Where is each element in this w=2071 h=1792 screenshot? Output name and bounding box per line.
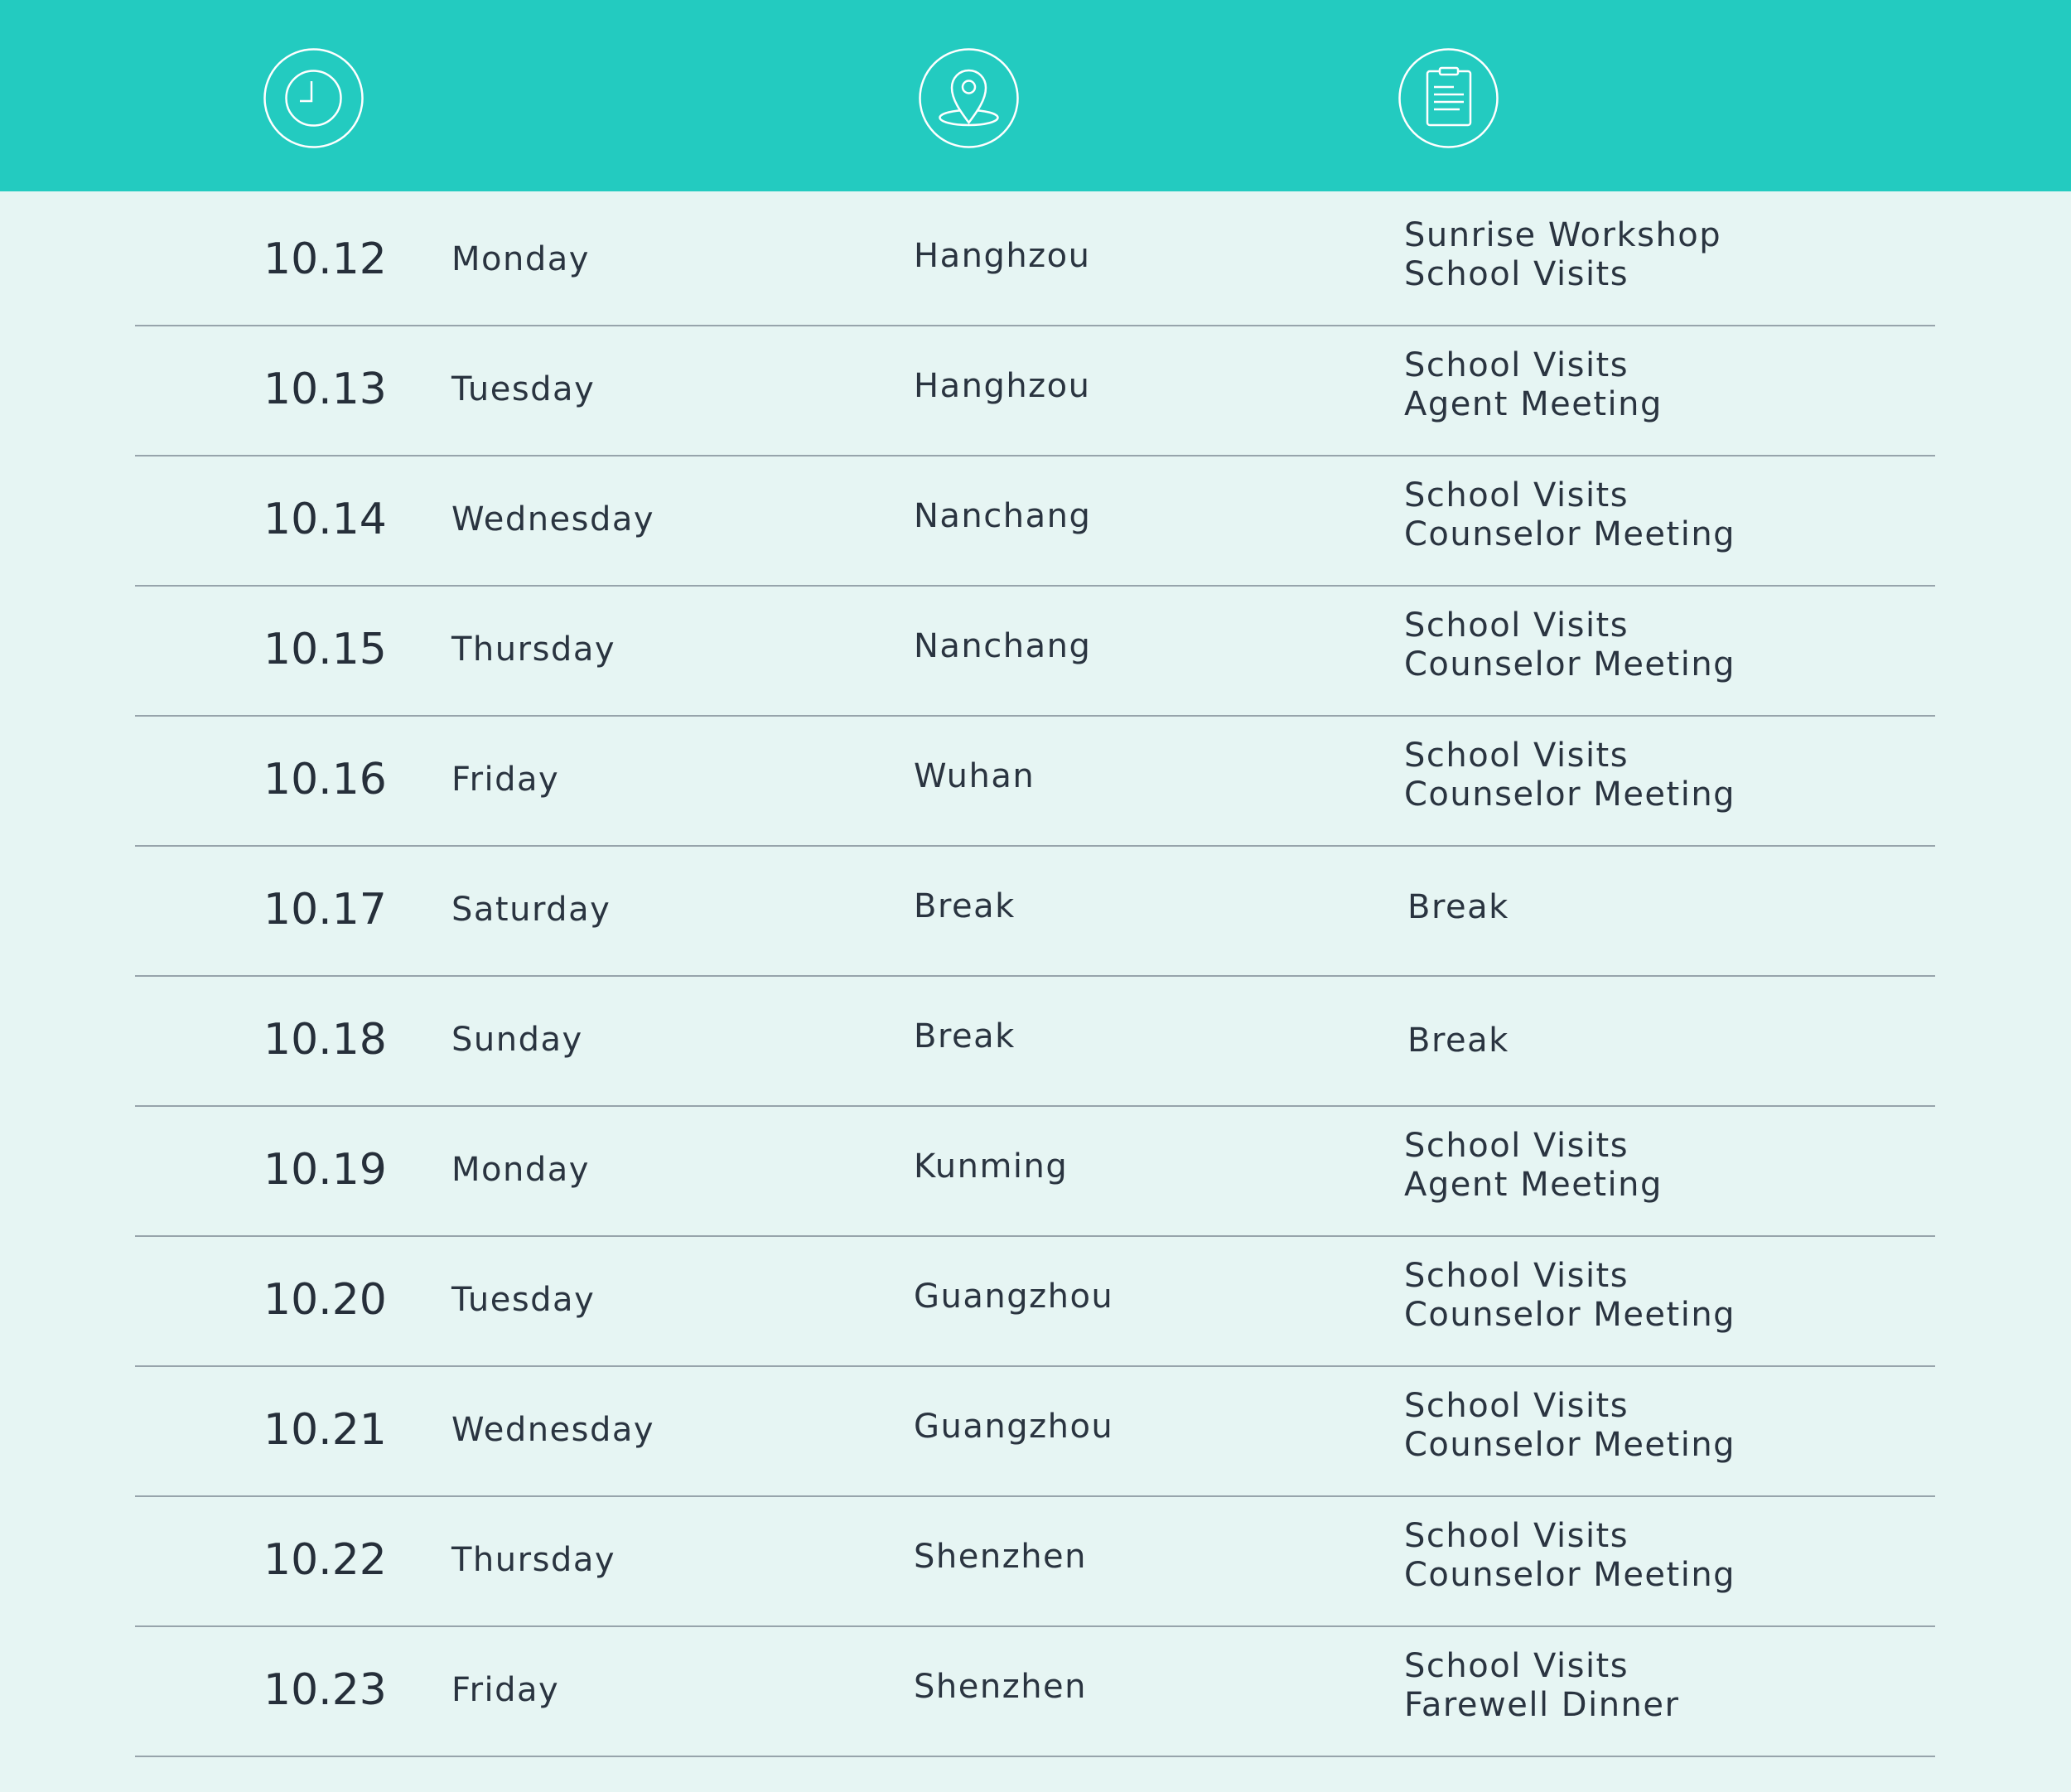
day-cell: Thursday	[451, 630, 616, 669]
activity-cell	[1404, 737, 1735, 814]
city-cell: Nanchang	[914, 627, 1092, 665]
date-cell: 10.14	[263, 495, 387, 544]
activity-line: Agent Meeting	[1404, 1166, 1663, 1204]
activity-line: Counselor Meeting	[1404, 775, 1736, 814]
date-cell: 10.21	[263, 1405, 387, 1455]
activity-line: School Visits	[1404, 476, 1629, 514]
activity-cell	[1407, 1022, 1509, 1060]
day-cell: Monday	[451, 1151, 590, 1189]
activity-line: School Visits	[1404, 1387, 1629, 1425]
table-row	[135, 1367, 1935, 1497]
activity-line: School Visits	[1404, 1257, 1629, 1295]
table-row	[135, 847, 1935, 977]
date-cell: 10.13	[263, 365, 387, 414]
day-cell: Thursday	[451, 1541, 616, 1579]
day-cell: Monday	[451, 240, 590, 278]
activity-cell	[1404, 1257, 1735, 1335]
city-cell: Hanghzou	[914, 367, 1091, 405]
clock-icon	[263, 48, 364, 148]
table-row	[135, 1237, 1935, 1367]
table-row	[135, 587, 1935, 717]
city-cell: Guangzhou	[914, 1408, 1114, 1446]
activity-cell	[1404, 606, 1735, 684]
date-cell: 10.12	[263, 234, 387, 284]
activity-cell	[1404, 216, 1721, 294]
activity-cell	[1404, 476, 1735, 554]
date-cell: 10.20	[263, 1275, 387, 1325]
date-cell: 10.15	[263, 625, 387, 674]
activity-line: Break	[1407, 1022, 1509, 1060]
activity-cell	[1404, 1517, 1735, 1595]
activity-line: School Visits	[1404, 737, 1629, 775]
date-cell: 10.18	[263, 1015, 387, 1065]
day-cell: Tuesday	[451, 1281, 596, 1319]
activity-line: Counselor Meeting	[1404, 1296, 1736, 1334]
city-cell: Shenzhen	[914, 1668, 1088, 1706]
table-header	[0, 0, 2071, 191]
activity-line: Farewell Dinner	[1404, 1686, 1680, 1724]
city-cell: Hanghzou	[914, 237, 1091, 275]
activity-line: Counselor Meeting	[1404, 645, 1736, 683]
city-cell: Guangzhou	[914, 1278, 1114, 1316]
clipboard-icon	[1398, 48, 1499, 148]
table-row	[135, 196, 1935, 326]
activity-line: Counselor Meeting	[1404, 1426, 1736, 1464]
city-cell: Shenzhen	[914, 1538, 1088, 1576]
city-cell: Nanchang	[914, 497, 1092, 535]
activity-cell	[1404, 346, 1663, 424]
activity-cell	[1407, 888, 1509, 927]
day-cell: Friday	[451, 1671, 560, 1709]
table-row	[135, 456, 1935, 587]
table-row	[135, 977, 1935, 1107]
table-row	[135, 326, 1935, 456]
date-cell: 10.23	[263, 1665, 387, 1715]
date-cell: 10.17	[263, 885, 387, 935]
activity-line: Break	[1407, 888, 1509, 926]
city-cell: Break	[914, 1017, 1016, 1055]
day-cell: Saturday	[451, 891, 611, 929]
activity-line: Sunrise Workshop	[1404, 216, 1722, 254]
date-cell: 10.22	[263, 1535, 387, 1585]
location-pin-icon	[919, 48, 1019, 148]
activity-line: School Visits	[1404, 1647, 1629, 1685]
table-row	[135, 1627, 1935, 1757]
activity-cell	[1404, 1647, 1679, 1725]
table-row	[135, 1107, 1935, 1237]
activity-line: School Visits	[1404, 346, 1629, 384]
table-row	[135, 1497, 1935, 1627]
city-cell: Kunming	[914, 1147, 1069, 1186]
city-cell: Wuhan	[914, 757, 1036, 795]
day-cell: Friday	[451, 761, 560, 799]
activity-line: Counselor Meeting	[1404, 515, 1736, 553]
day-cell: Wednesday	[451, 500, 655, 539]
day-cell: Sunday	[451, 1021, 583, 1059]
date-cell: 10.19	[263, 1145, 387, 1195]
date-cell: 10.16	[263, 755, 387, 804]
day-cell: Tuesday	[451, 370, 596, 408]
activity-line: School Visits	[1404, 255, 1629, 293]
activity-line: Counselor Meeting	[1404, 1556, 1736, 1594]
city-cell: Break	[914, 887, 1016, 925]
activity-line: School Visits	[1404, 606, 1629, 645]
activity-line: School Visits	[1404, 1517, 1629, 1555]
day-cell: Wednesday	[451, 1411, 655, 1449]
activity-cell	[1404, 1387, 1735, 1465]
activity-cell	[1404, 1127, 1663, 1205]
table-row	[135, 717, 1935, 847]
activity-line: Agent Meeting	[1404, 385, 1663, 423]
activity-line: School Visits	[1404, 1127, 1629, 1165]
